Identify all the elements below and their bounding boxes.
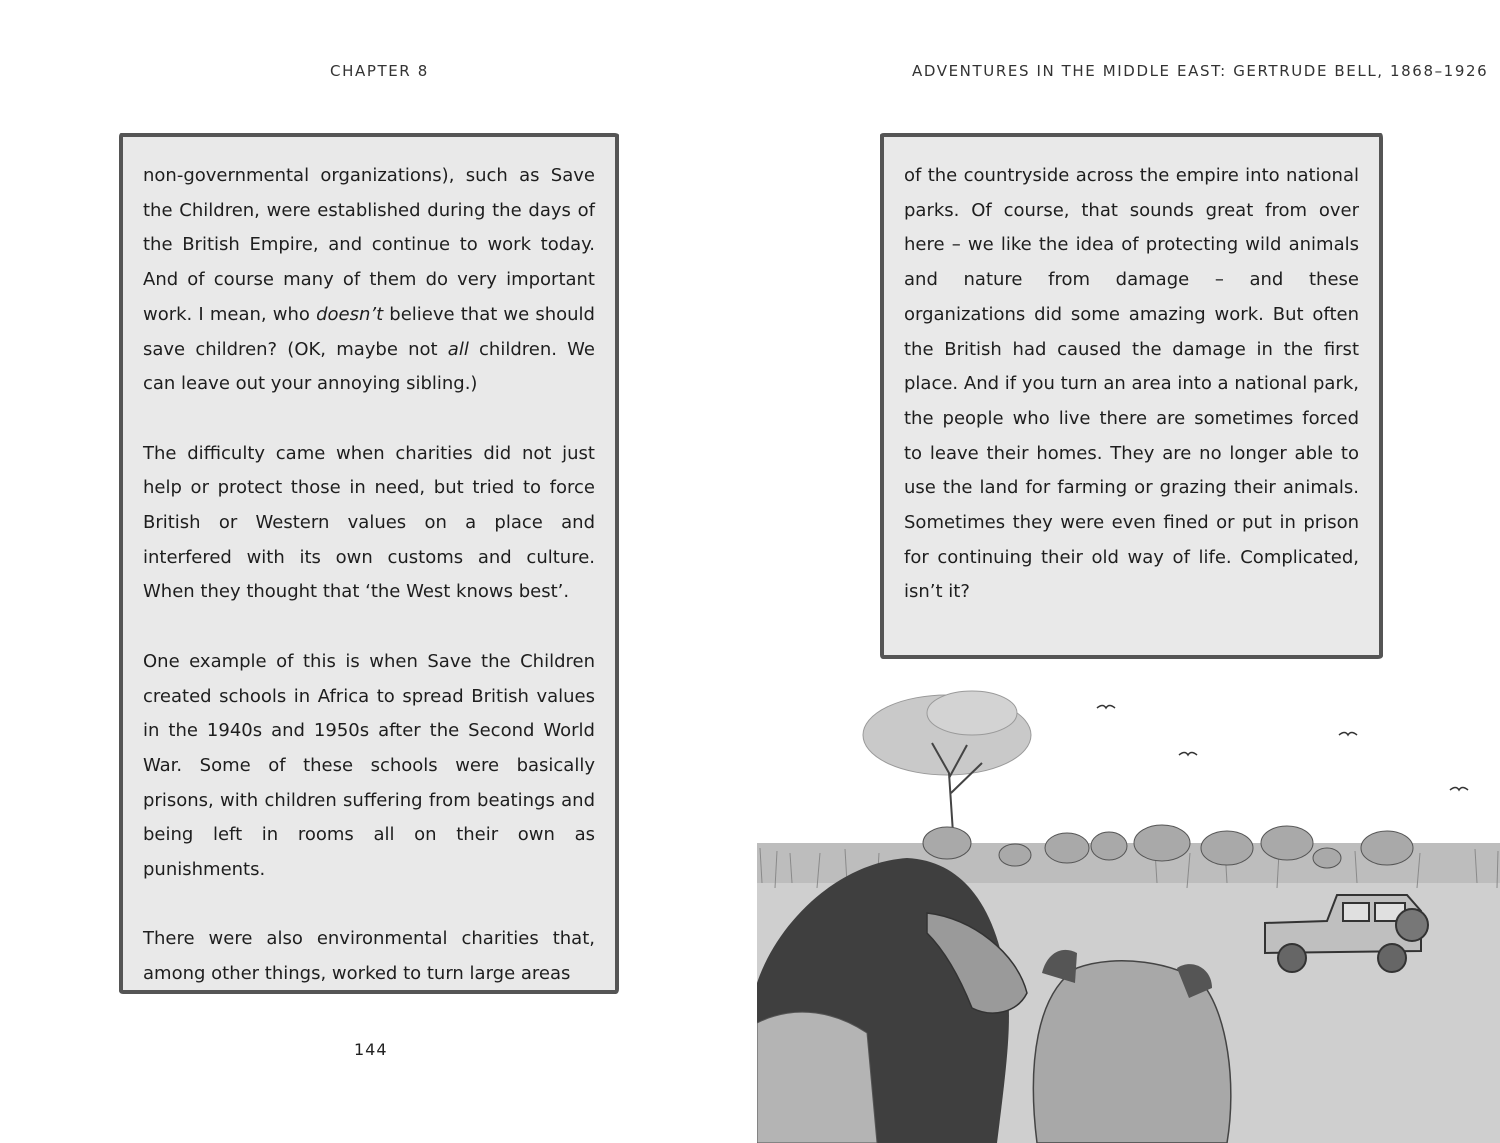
right-text-box (880, 133, 1383, 659)
emphasis-text: doesn’t (316, 303, 384, 325)
right-text-body (904, 159, 1359, 610)
left-paragraph-3: One example of this is when Save the Children created schools in Africa to spread British values in the 1940s and 1950s after the Second World War. Some of these schools were basically prisons, with children suffering from beatings and being left in rooms all on their own as punishments. (143, 650, 595, 881)
text-run: children. We can leave out your annoying sibling.) (143, 338, 595, 395)
emphasis-text: all (447, 338, 469, 360)
bird-icon (1097, 706, 1468, 791)
left-paragraph-2: The difficulty came when charities did not just help or protect those in need, but tried to force British or Western values on a place and interfered with its own customs and culture. When they thought that ‘the West knows best’. (143, 442, 595, 603)
right-paragraph-1: of the countryside across the empire into national parks. Of course, that sounds great from over here – we like the idea of protecting wild animals and nature from damage – and these organizations did some amazing work. But often the British had caused the damage in the first place. And if you turn an area into a national park, the people who live there are sometimes forced to leave their homes. They are no longer able to use the land for farming or grazing their animals. Sometimes they were even fined or put in prison for continuing their old way of life. Complicated, isn’t it? (904, 165, 1359, 603)
running-head-left: CHAPTER 8 (330, 62, 429, 80)
running-head-right: ADVENTURES IN THE MIDDLE EAST: GERTRUDE BELL, 1868–1926 (912, 62, 1489, 80)
savanna-illustration (757, 683, 1500, 1143)
lion-icon (1033, 950, 1230, 1143)
left-text-box (119, 133, 619, 994)
left-text-body (143, 159, 595, 992)
acacia-tree-icon (863, 691, 1031, 833)
text-run: non-governmental organizations), such as Save the Children, were established during the days of the British Empire, and continue to work today. And of course many of them do very important work. I mean, who (143, 165, 595, 325)
text-run: believe that we should save children? (OK, maybe not (143, 303, 595, 360)
page-number: 144 (354, 1040, 388, 1059)
left-paragraph-1 (143, 159, 595, 402)
left-paragraph-4: There were also environmental charities that, among other things, worked to turn large areas (143, 928, 595, 985)
